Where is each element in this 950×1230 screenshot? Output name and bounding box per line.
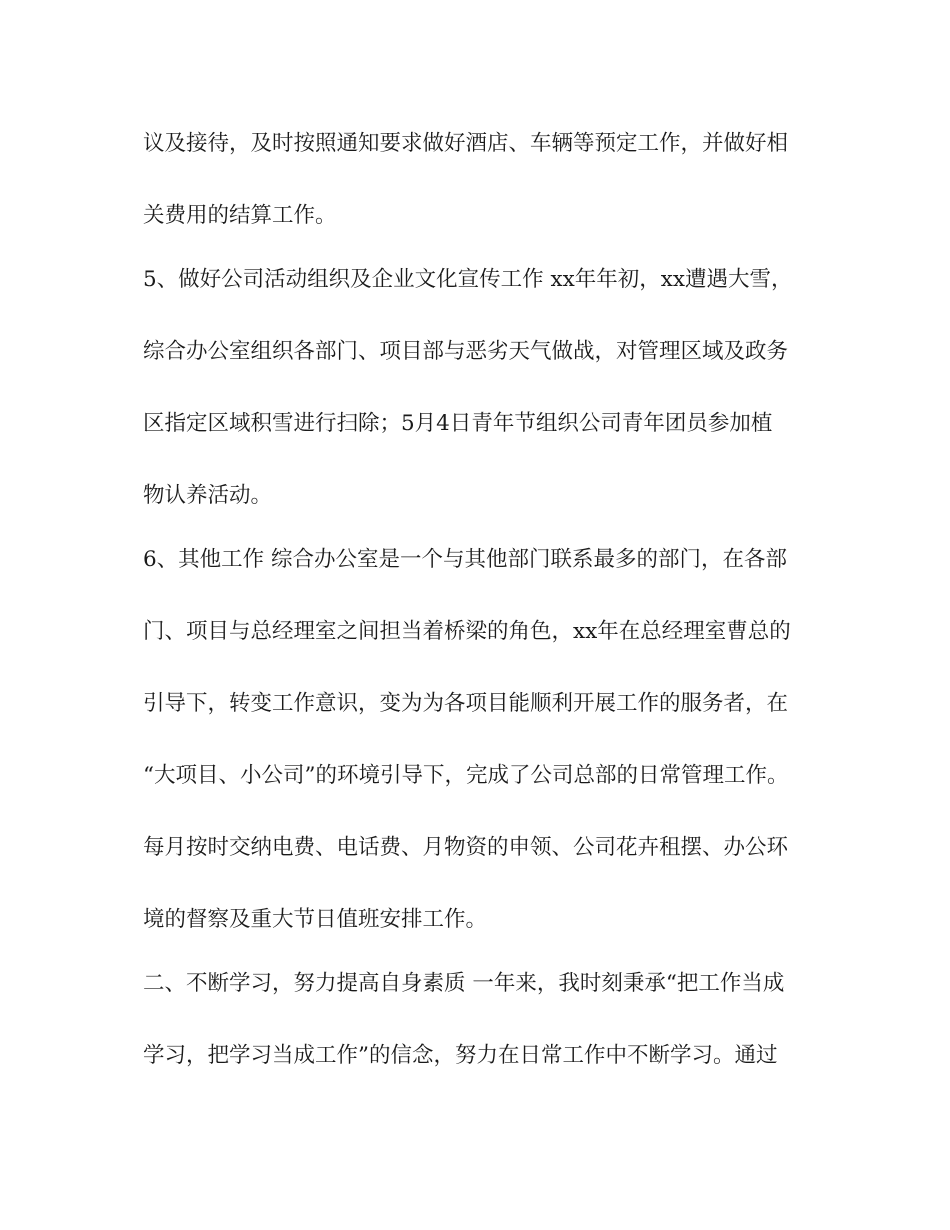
- text-line: 6、其他工作 综合办公室是一个与其他部门联系最多的部门，在各部: [143, 547, 788, 572]
- text-line: 物认养活动。: [143, 483, 273, 508]
- text-line: 引导下，转变工作意识，变为为各项目能顺利开展工作的服务者，在: [143, 691, 789, 716]
- text-line: 区指定区域积雪进行扫除；5月4日青年节组织公司青年团员参加植: [143, 411, 773, 436]
- text-line: “大项目、小公司”的环境引导下，完成了公司总部的日常管理工作。: [143, 763, 789, 788]
- text-line: 每月按时交纳电费、电话费、月物资的申领、公司花卉租摆、办公环: [143, 835, 789, 860]
- text-line: 议及接待，及时按照通知要求做好酒店、车辆等预定工作，并做好相: [143, 131, 789, 156]
- text-line: 门、项目与总经理室之间担当着桥梁的角色，xx年在总经理室曹总的: [143, 619, 791, 644]
- text-line: 学习，把学习当成工作”的信念，努力在日常工作中不断学习。通过: [143, 1043, 778, 1068]
- text-line: 境的督察及重大节日值班安排工作。: [143, 907, 488, 932]
- text-line: 二、不断学习，努力提高自身素质 一年来，我时刻秉承“把工作当成: [143, 971, 785, 996]
- text-line: 5、做好公司活动组织及企业文化宣传工作 xx年年初，xx遭遇大雪，: [143, 267, 793, 292]
- text-line: 综合办公室组织各部门、项目部与恶劣天气做战，对管理区域及政务: [143, 339, 789, 364]
- text-line: 关费用的结算工作。: [143, 203, 337, 228]
